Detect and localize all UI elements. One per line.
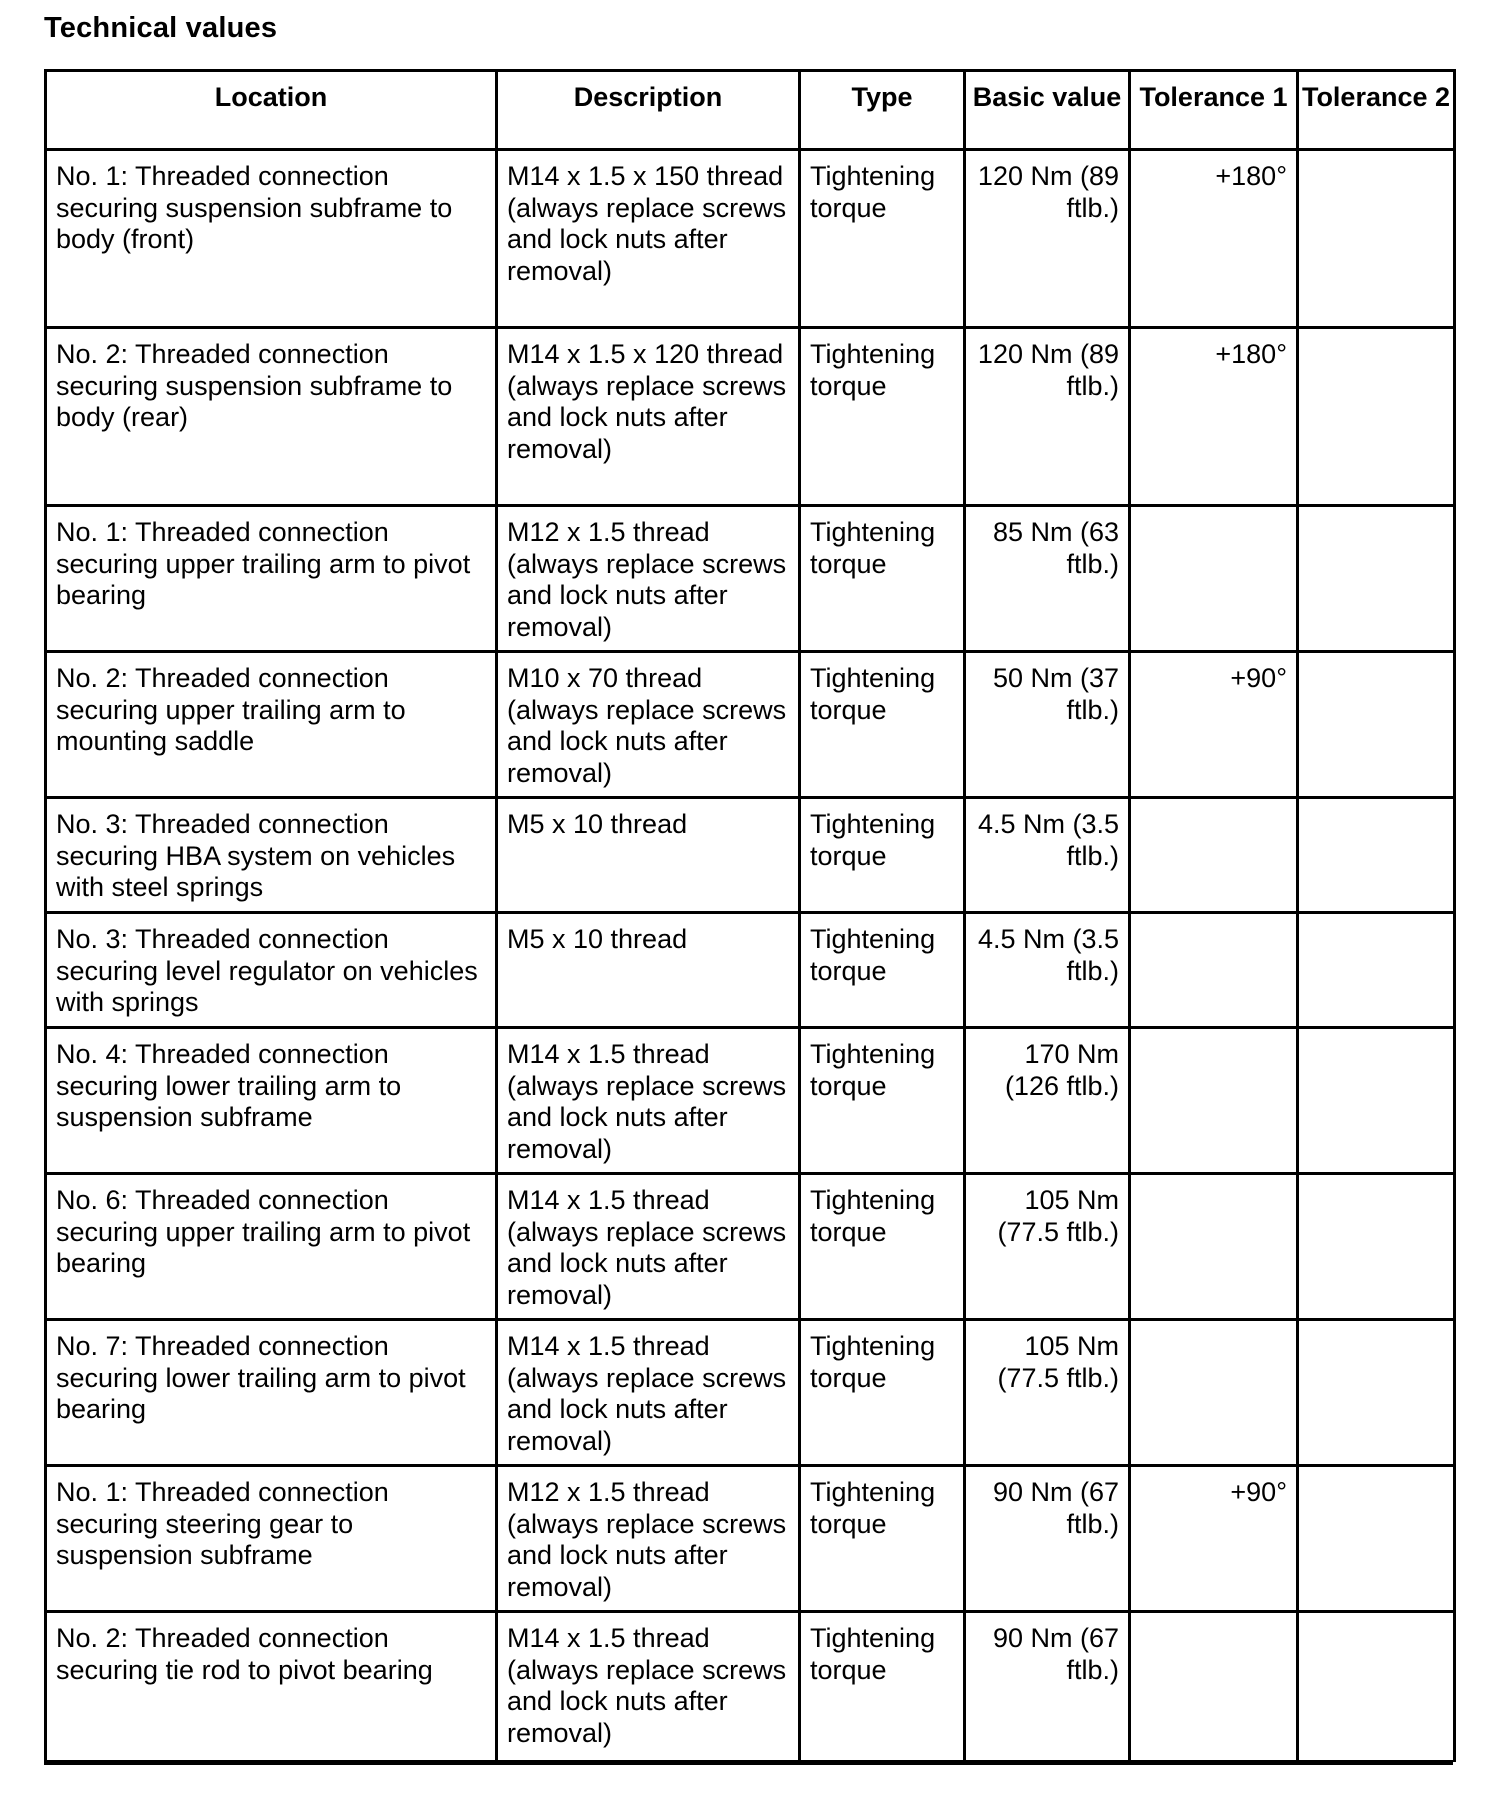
table-row (46, 1174, 1455, 1320)
cell-type: Tightening torque (800, 1320, 965, 1466)
cell-tolerance-2 (1298, 506, 1455, 652)
cell-description: M14 x 1.5 x 150 thread (always replace screws and lock nuts after removal) (497, 150, 800, 328)
table-bottom-rule (44, 1760, 1453, 1765)
cell-basic-value: 4.5 Nm (3.5 ftlb.) (965, 798, 1130, 913)
cell-basic-value: 90 Nm (67 ftlb.) (965, 1612, 1130, 1762)
cell-description: M14 x 1.5 thread (always replace screws and lock nuts after removal) (497, 1612, 800, 1762)
cell-location: No. 1: Threaded connection securing steering gear to suspension subframe (46, 1466, 497, 1612)
cell-location: No. 7: Threaded connection securing lower trailing arm to pivot bearing (46, 1320, 497, 1466)
cell-basic-value: 85 Nm (63 ftlb.) (965, 506, 1130, 652)
column-header-description: Description (497, 71, 800, 150)
cell-basic-value: 170 Nm (126 ftlb.) (965, 1028, 1130, 1174)
cell-location: No. 6: Threaded connection securing upper trailing arm to pivot bearing (46, 1174, 497, 1320)
table-row (46, 150, 1455, 328)
cell-tolerance-1 (1130, 506, 1298, 652)
cell-basic-value: 105 Nm (77.5 ftlb.) (965, 1174, 1130, 1320)
cell-location: No. 3: Threaded connection securing HBA system on vehicles with steel springs (46, 798, 497, 913)
cell-tolerance-2 (1298, 1028, 1455, 1174)
table-header (46, 71, 1455, 150)
cell-tolerance-2 (1298, 1320, 1455, 1466)
cell-location: No. 2: Threaded connection securing tie rod to pivot bearing (46, 1612, 497, 1762)
cell-description: M10 x 70 thread (always replace screws and lock nuts after removal) (497, 652, 800, 798)
column-header-tolerance-2: Tolerance 2 (1298, 71, 1455, 150)
cell-tolerance-2 (1298, 1174, 1455, 1320)
cell-description: M14 x 1.5 thread (always replace screws and lock nuts after removal) (497, 1320, 800, 1466)
table-body (46, 150, 1455, 1762)
cell-type: Tightening torque (800, 798, 965, 913)
cell-location: No. 1: Threaded connection securing upper trailing arm to pivot bearing (46, 506, 497, 652)
cell-tolerance-1: +90° (1130, 1466, 1298, 1612)
technical-values-table (44, 69, 1456, 1762)
table-row (46, 1320, 1455, 1466)
cell-basic-value: 4.5 Nm (3.5 ftlb.) (965, 913, 1130, 1028)
cell-tolerance-1 (1130, 798, 1298, 913)
cell-tolerance-2 (1298, 652, 1455, 798)
cell-basic-value: 50 Nm (37 ftlb.) (965, 652, 1130, 798)
cell-location: No. 2: Threaded connection securing suspension subframe to body (rear) (46, 328, 497, 506)
cell-type: Tightening torque (800, 1174, 965, 1320)
cell-basic-value: 105 Nm (77.5 ftlb.) (965, 1320, 1130, 1466)
cell-description: M14 x 1.5 x 120 thread (always replace screws and lock nuts after removal) (497, 328, 800, 506)
cell-type: Tightening torque (800, 328, 965, 506)
cell-location: No. 4: Threaded connection securing lower trailing arm to suspension subframe (46, 1028, 497, 1174)
cell-type: Tightening torque (800, 913, 965, 1028)
cell-basic-value: 90 Nm (67 ftlb.) (965, 1466, 1130, 1612)
cell-tolerance-2 (1298, 913, 1455, 1028)
table-row (46, 1028, 1455, 1174)
cell-type: Tightening torque (800, 652, 965, 798)
cell-description: M5 x 10 thread (497, 798, 800, 913)
column-header-type: Type (800, 71, 965, 150)
cell-type: Tightening torque (800, 506, 965, 652)
page-title: Technical values (44, 12, 278, 44)
cell-type: Tightening torque (800, 1028, 965, 1174)
cell-tolerance-2 (1298, 328, 1455, 506)
column-header-tolerance-1: Tolerance 1 (1130, 71, 1298, 150)
cell-type: Tightening torque (800, 1466, 965, 1612)
cell-basic-value: 120 Nm (89 ftlb.) (965, 328, 1130, 506)
table-row (46, 328, 1455, 506)
cell-location: No. 1: Threaded connection securing suspension subframe to body (front) (46, 150, 497, 328)
cell-type: Tightening torque (800, 150, 965, 328)
cell-tolerance-2 (1298, 1466, 1455, 1612)
table-row (46, 506, 1455, 652)
table-row (46, 798, 1455, 913)
cell-tolerance-1 (1130, 913, 1298, 1028)
column-header-basic-value: Basic value (965, 71, 1130, 150)
cell-description: M14 x 1.5 thread (always replace screws and lock nuts after removal) (497, 1028, 800, 1174)
cell-tolerance-1: +180° (1130, 150, 1298, 328)
cell-basic-value: 120 Nm (89 ftlb.) (965, 150, 1130, 328)
cell-tolerance-1: +180° (1130, 328, 1298, 506)
table-row (46, 652, 1455, 798)
table-row (46, 1466, 1455, 1612)
cell-tolerance-1: +90° (1130, 652, 1298, 798)
cell-tolerance-1 (1130, 1028, 1298, 1174)
table-row (46, 913, 1455, 1028)
cell-description: M5 x 10 thread (497, 913, 800, 1028)
table-row (46, 1612, 1455, 1762)
cell-description: M14 x 1.5 thread (always replace screws and lock nuts after removal) (497, 1174, 800, 1320)
cell-tolerance-1 (1130, 1320, 1298, 1466)
cell-location: No. 3: Threaded connection securing level regulator on vehicles with springs (46, 913, 497, 1028)
cell-type: Tightening torque (800, 1612, 965, 1762)
cell-description: M12 x 1.5 thread (always replace screws and lock nuts after removal) (497, 1466, 800, 1612)
cell-location: No. 2: Threaded connection securing upper trailing arm to mounting saddle (46, 652, 497, 798)
column-header-location: Location (46, 71, 497, 150)
cell-tolerance-2 (1298, 150, 1455, 328)
cell-tolerance-1 (1130, 1612, 1298, 1762)
cell-description: M12 x 1.5 thread (always replace screws and lock nuts after removal) (497, 506, 800, 652)
cell-tolerance-1 (1130, 1174, 1298, 1320)
cell-tolerance-2 (1298, 798, 1455, 913)
cell-tolerance-2 (1298, 1612, 1455, 1762)
